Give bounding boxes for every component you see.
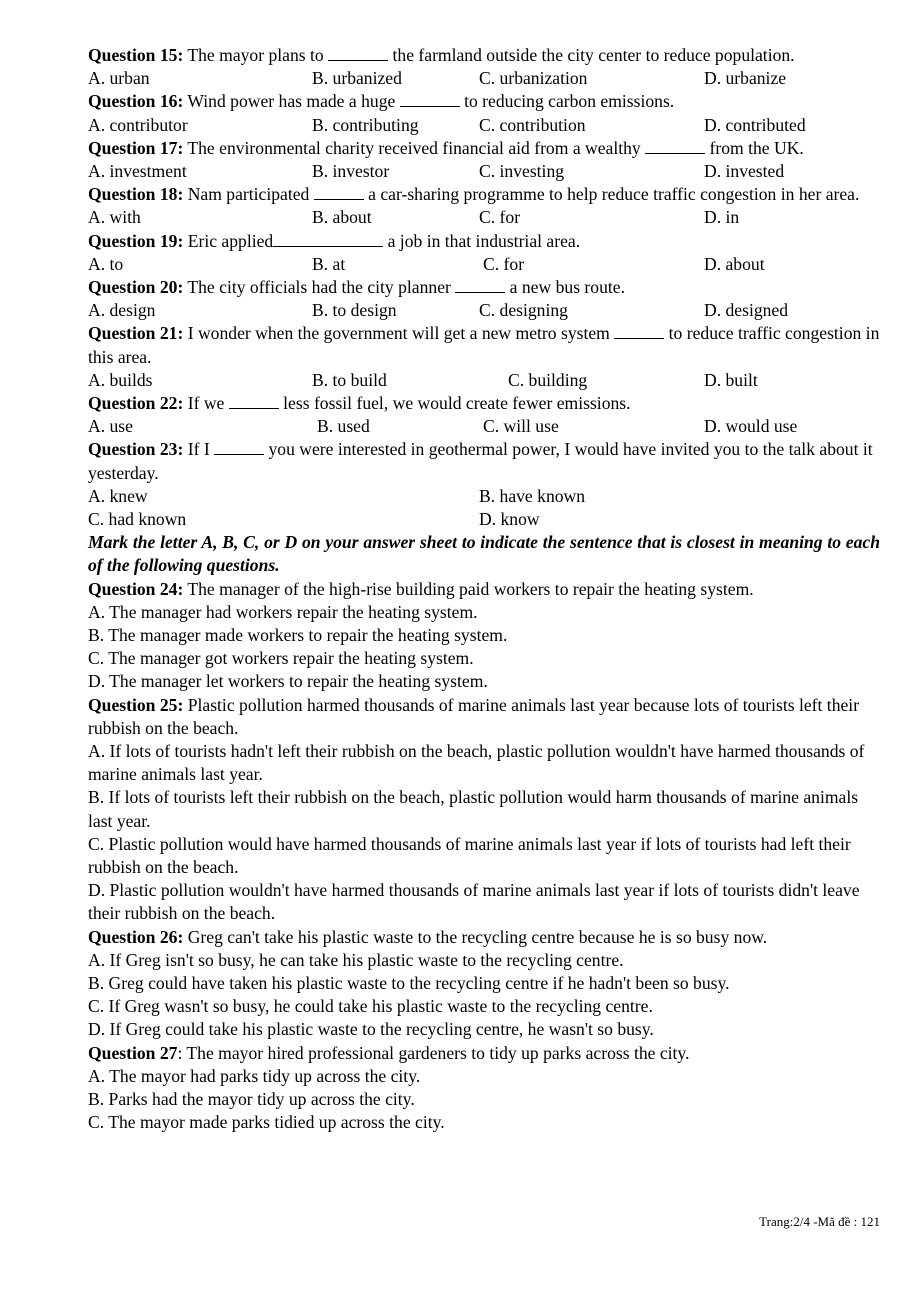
question-text: less fossil fuel, we would create fewer emissions. [278,392,631,413]
option-a: A. The manager had workers repair the heating system. [88,601,478,622]
option-b: B. urbanized [312,68,402,89]
option-d: D. designed [704,300,789,321]
option-a: A. knew [88,485,148,506]
option-d: D. know [479,508,540,529]
question-20 [88,276,880,299]
options-row [88,299,880,322]
question-label: Question 19: [88,230,184,251]
question-text: Greg can't take his plastic waste to the recycling centre because he is so busy now. [183,926,768,947]
option-b: B. to design [312,300,397,321]
question-24 [88,578,880,601]
question-label: Question 16: [88,91,184,112]
exam-page [88,44,880,1134]
question-text: Plastic pollution harmed thousands of marine animals last year because lots of tourists left their rubbish on the beach. [88,694,860,738]
option-a: A. builds [88,369,153,390]
question-26 [88,926,880,949]
option-b: B. investor [312,160,390,181]
question-21 [88,322,880,368]
question-label: Question 27 [88,1042,178,1063]
options-row [88,369,880,392]
option-c: C. for [483,253,525,274]
answer-blank [214,439,264,455]
question-text: The city officials had the city planner [183,276,456,297]
option-b: B. about [312,207,372,228]
question-text: from the UK. [705,137,804,158]
options-row [88,253,880,276]
option-d: D. would use [704,416,798,437]
question-label: Question 22: [88,392,184,413]
question-text: The environmental charity received financial aid from a wealthy [183,137,646,158]
option-a: A. urban [88,68,150,89]
question-text: If I [183,439,215,460]
option-c: C. Plastic pollution would have harmed thousands of marine animals last year if lots of tourists had left their rubbish on the beach. [88,833,851,877]
answer-blank [314,184,364,200]
option-b: B. Parks had the mayor tidy up across the city. [88,1088,415,1109]
answer-blank [229,393,279,409]
question-label: Question 26: [88,926,184,947]
option-d: D. built [704,369,758,390]
question-text: Wind power has made a huge [183,91,400,112]
option-a: A. design [88,300,156,321]
question-text: Eric applied [183,230,274,251]
question-text: you were interested in geothermal power, I would have invited you to the talk about it yesterday. [88,439,873,483]
option-c: C. for [479,207,521,228]
page-footer: Trang:2/4 -Mã đề : 121 [759,1214,880,1229]
answer-blank [328,45,388,61]
options-row [88,415,880,438]
option-b: B. If lots of tourists left their rubbish on the beach, plastic pollution would harm thousands of marine animals last year. [88,787,859,831]
option-c: C. The mayor made parks tidied up across the city. [88,1112,445,1133]
option-c: C. If Greg wasn't so busy, he could take his plastic waste to the recycling centre. [88,996,653,1017]
option-b: B. contributing [312,114,419,135]
question-text: the farmland outside the city center to reduce population. [388,45,795,65]
question-label: Question 15: [88,45,184,65]
question-label: Question 18: [88,184,184,205]
options-row [88,114,880,137]
option-d: D. in [704,207,740,228]
question-16 [88,90,880,113]
answer-blank [400,91,460,107]
option-d: D. contributed [704,114,806,135]
question-text: to reducing carbon emissions. [459,91,675,112]
option-d: D. urbanize [704,68,787,89]
option-d: D. The manager let workers to repair the heating system. [88,671,488,692]
options-row [88,160,880,183]
option-a: A. with [88,207,141,228]
section-instruction: Mark the letter A, B, C, or D on your answer sheet to indicate the sentence that is closest in meaning to each of the following questions. [88,532,880,576]
answer-blank [455,277,505,293]
options-row [88,67,880,90]
option-d: D. invested [704,160,785,181]
question-15 [88,44,880,67]
question-text: a job in that industrial area. [383,230,581,251]
question-label: Question 20: [88,276,184,297]
option-a: A. If Greg isn't so busy, he can take his plastic waste to the recycling centre. [88,949,624,970]
question-label: Question 17: [88,137,184,158]
question-19 [88,230,880,253]
option-c: C. contribution [479,114,586,135]
option-b: B. used [317,416,370,437]
option-c: C. The manager got workers repair the heating system. [88,648,474,669]
option-c: C. investing [479,160,565,181]
option-d: D. Plastic pollution wouldn't have harmed thousands of marine animals last year if lots of tourists didn't leave their rubbish on the beach. [88,880,860,924]
question-text: : The mayor hired professional gardeners to tidy up parks across the city. [177,1042,690,1063]
option-a: A. use [88,416,133,437]
question-18 [88,183,880,206]
question-text: The manager of the high-rise building paid workers to repair the heating system. [183,578,754,599]
question-27 [88,1042,880,1065]
option-d: D. about [704,253,765,274]
question-label: Question 21: [88,323,184,344]
options-row [88,206,880,229]
option-b: B. at [312,253,346,274]
option-c: C. designing [479,300,568,321]
question-25 [88,694,880,740]
question-text: a car-sharing programme to help reduce traffic congestion in her area. [363,184,860,205]
options-row [88,485,880,508]
answer-blank [645,138,705,154]
question-17 [88,137,880,160]
options-row [88,508,880,531]
answer-blank [614,323,664,339]
option-b: B. The manager made workers to repair the heating system. [88,624,508,645]
question-text: I wonder when the government will get a new metro system [183,323,615,344]
option-d: D. If Greg could take his plastic waste to the recycling centre, he wasn't so busy. [88,1019,654,1040]
question-text: If we [183,392,229,413]
question-label: Question 23: [88,439,184,460]
question-text: to reduce traffic congestion in this area. [88,323,880,367]
question-23 [88,438,880,484]
option-b: B. Greg could have taken his plastic waste to the recycling centre if he hadn't been so busy. [88,972,730,993]
question-label: Question 24: [88,578,184,599]
option-b: B. have known [479,485,586,506]
option-c: C. urbanization [479,68,588,89]
option-a: A. If lots of tourists hadn't left their rubbish on the beach, plastic pollution wouldn't have harmed thousands of marine animals last year. [88,740,865,785]
question-text: Nam participated [183,184,314,205]
option-a: A. to [88,253,124,274]
question-22 [88,392,880,415]
option-c: C. will use [483,416,559,437]
option-b: B. to build [312,369,387,390]
option-c: C. had known [88,508,187,529]
option-c: C. building [508,369,588,390]
option-a: A. contributor [88,114,188,135]
question-label: Question 25: [88,694,184,715]
option-a: A. investment [88,160,187,181]
option-a: A. The mayor had parks tidy up across the city. [88,1065,421,1086]
question-text: The mayor plans to [183,45,329,65]
question-text: a new bus route. [505,276,625,297]
answer-blank [273,231,383,247]
